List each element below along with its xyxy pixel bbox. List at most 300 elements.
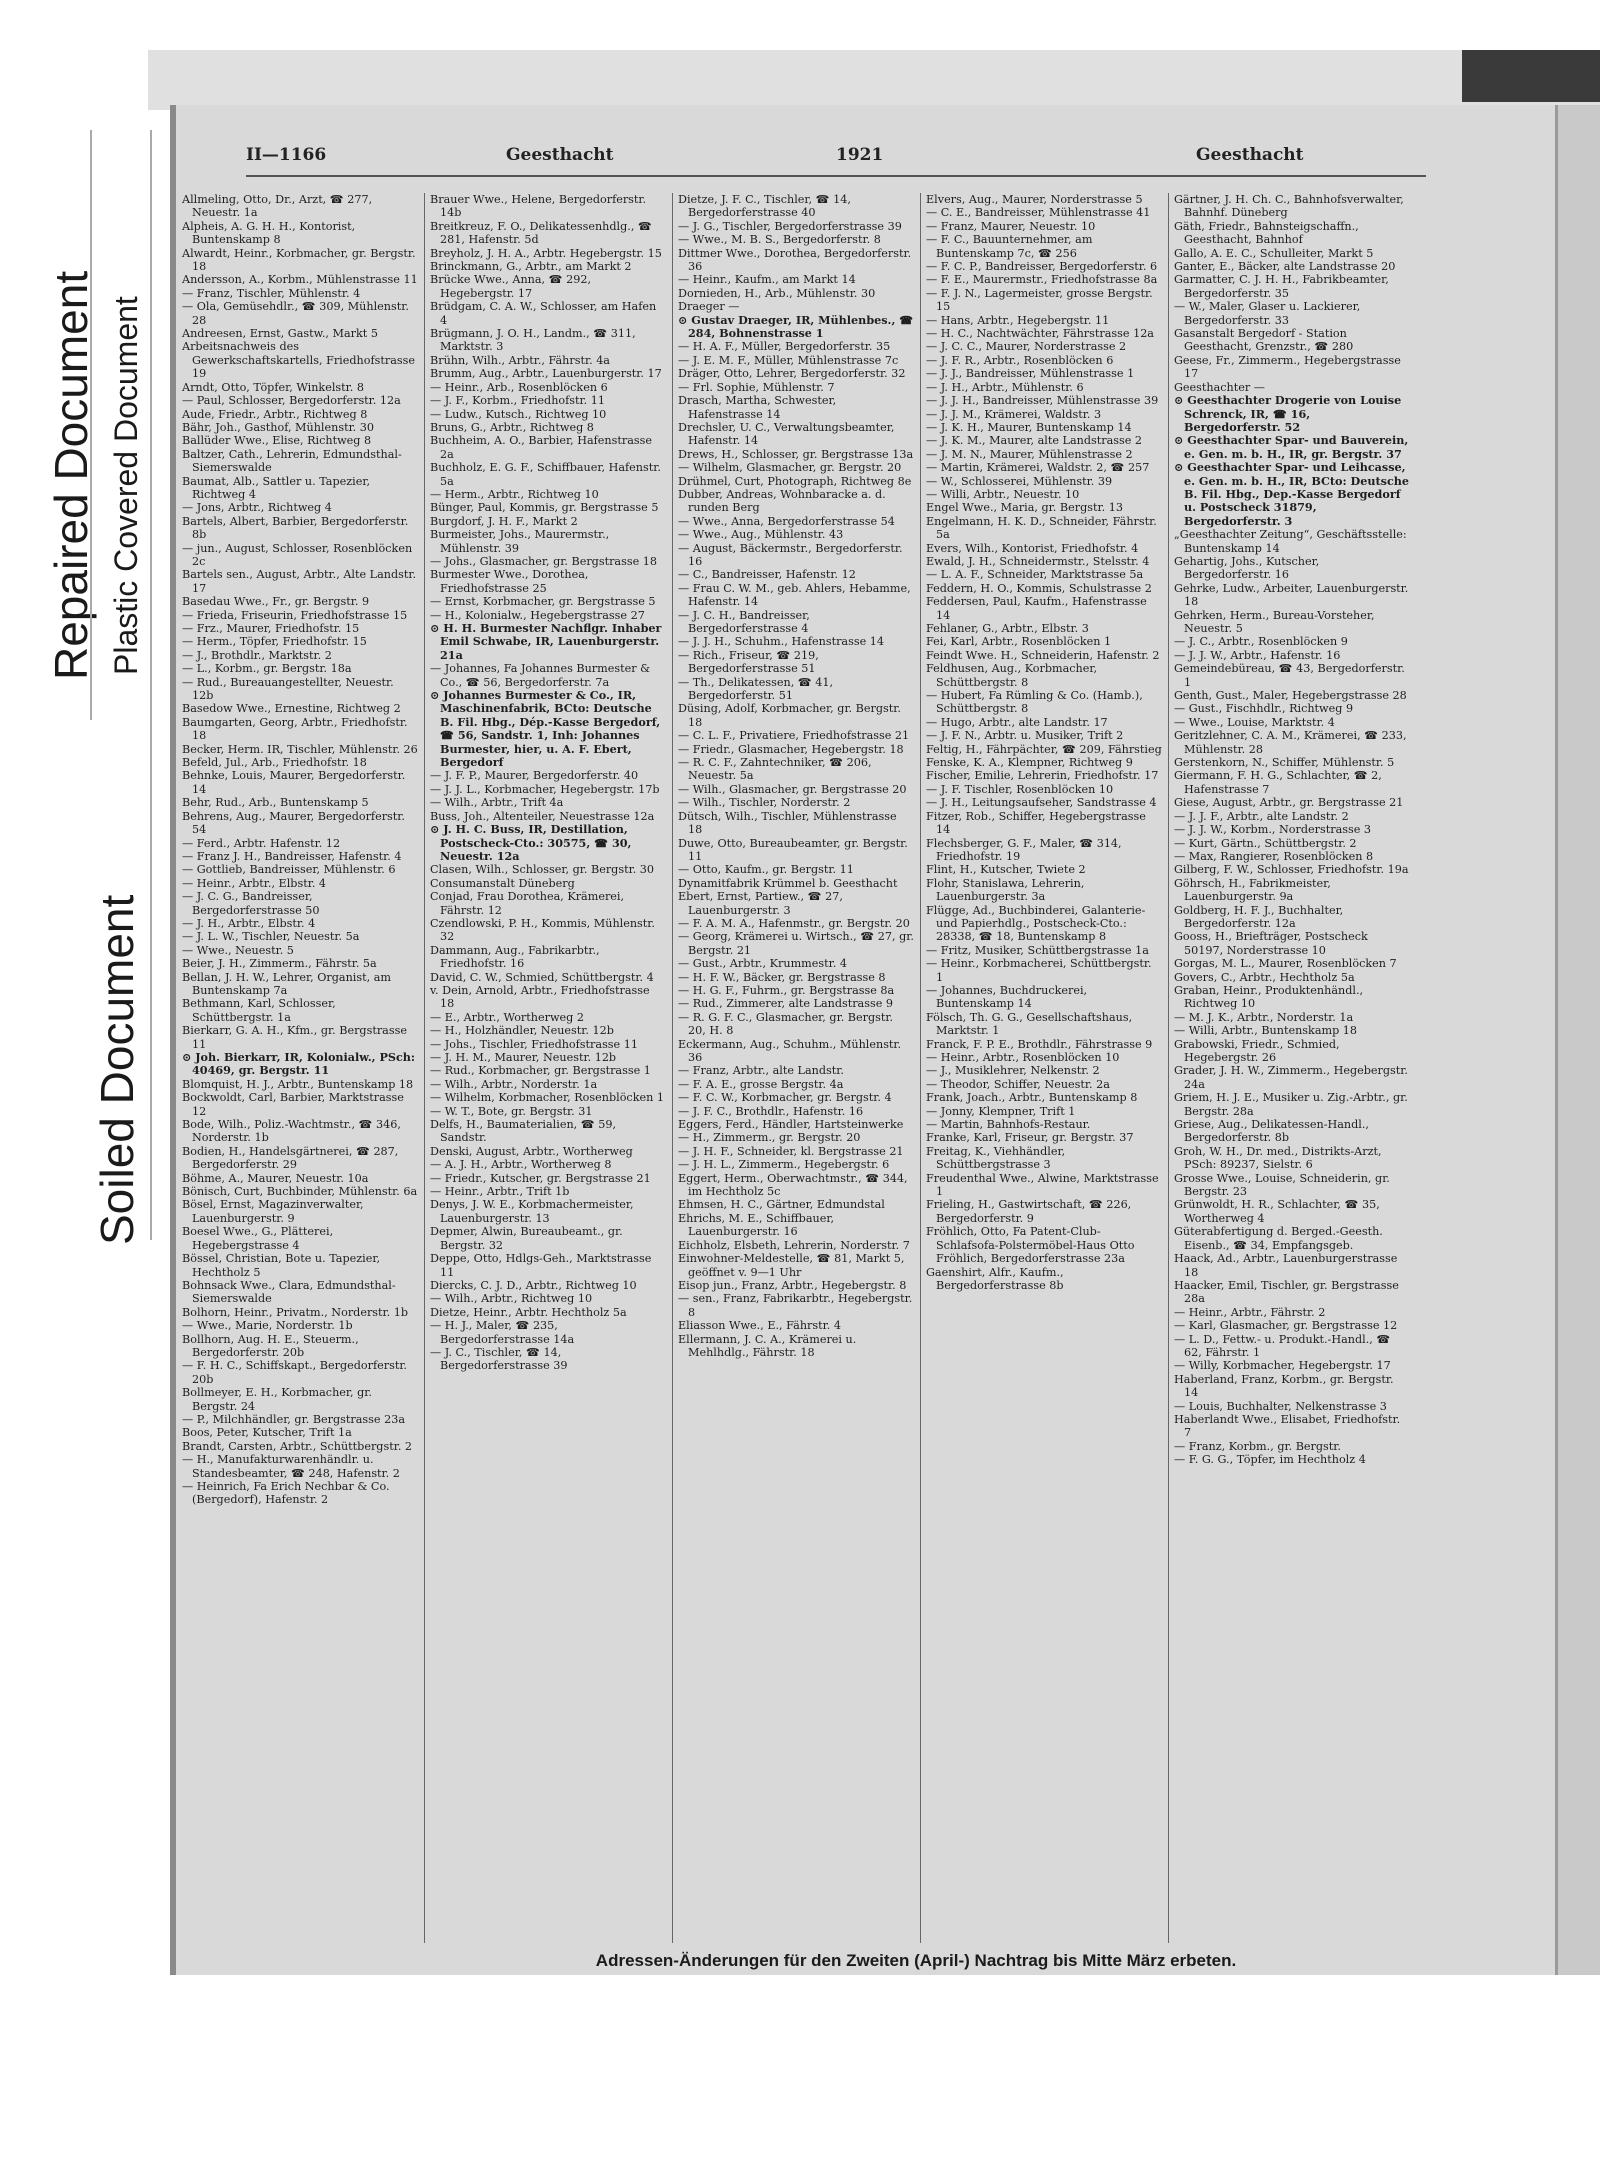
directory-entry: Bollhorn, Aug. H. E., Steuerm., Bergedorferstr. 20b (182, 1332, 359, 1359)
directory-entry: Franck, F. P. E., Brothdlr., Fährstrasse 9 (926, 1037, 1153, 1051)
directory-entry: Bohnsack Wwe., Clara, Edmundsthal-Siemerswalde (182, 1278, 396, 1306)
directory-entry: Buss, Joh., Altenteiler, Neuestrasse 12a (430, 809, 655, 823)
directory-entry: Alpheis, A. G. H. H., Kontorist, Buntenskamp 8 (182, 219, 356, 247)
directory-column-2 (430, 193, 666, 1373)
directory-entry: — Martin, Krämerei, Waldstr. 2, ☎ 257 (926, 461, 1150, 475)
directory-entry: — Martin, Bahnhofs-Restaur. (926, 1118, 1091, 1132)
directory-entry: Baumgarten, Georg, Arbtr., Friedhofstr. 18 (182, 715, 408, 743)
directory-entry: Brüdgam, C. A. W., Schlosser, am Hafen 4 (430, 300, 657, 327)
directory-entry: Haberlandt Wwe., Elisabet, Friedhofstr. 7 (1174, 1412, 1401, 1440)
directory-entry: Gooss, H., Briefträger, Postscheck 50197, Norderstrasse 10 (1174, 930, 1368, 957)
directory-entry: — Hugo, Arbtr., alte Landstr. 17 (926, 715, 1108, 729)
directory-entry: Griem, H. J. E., Musiker u. Zig.-Arbtr., gr. Bergstr. 28a (1174, 1091, 1408, 1118)
directory-entry: Diercks, C. J. D., Arbtr., Richtweg 10 (430, 1278, 637, 1292)
directory-entry: — J. C., Arbtr., Rosenblöcken 9 (1174, 635, 1348, 649)
directory-entry: Grünwoldt, H. R., Schlachter, ☎ 35, Wortherweg 4 (1174, 1198, 1380, 1225)
column-divider (920, 193, 921, 1943)
directory-entry: Clasen, Wilh., Schlosser, gr. Bergstr. 30 (430, 863, 655, 877)
directory-entry: — J. J. H., Schuhm., Hafenstrasse 14 (678, 635, 884, 649)
directory-entry: — Wwe., Anna, Bergedorferstrasse 54 (678, 514, 895, 528)
directory-entry: — J. J. M., Krämerei, Waldstr. 3 (926, 407, 1102, 421)
directory-entry: Breyholz, J. H. A., Arbtr. Hegebergstr. 15 (430, 246, 662, 260)
directory-entry: — Ernst, Korbmacher, gr. Bergstrasse 5 (430, 595, 656, 609)
directory-entry: Ellermann, J. C. A., Krämerei u. Mehlhdlg., Fährstr. 18 (678, 1332, 857, 1359)
directory-entry: Dräger, Otto, Lehrer, Bergedorferstr. 32 (678, 367, 906, 381)
directory-entry: „Geesthachter Zeitung“, Geschäftsstelle: Buntenskamp 14 (1174, 528, 1407, 555)
directory-entry: — J. H. M., Maurer, Neuestr. 12b (430, 1051, 617, 1064)
directory-entry: Govers, C., Arbtr., Hechtholz 5a (1174, 970, 1355, 984)
directory-entry: — Johs., Glasmacher, gr. Bergstrasse 18 (430, 554, 657, 568)
directory-entry: Denski, August, Arbtr., Wortherweg (430, 1144, 633, 1158)
directory-column-4 (926, 193, 1162, 1292)
directory-entry: — J. F. Tischler, Rosenblöcken 10 (926, 782, 1114, 796)
header-town-right: Geesthacht (1196, 145, 1304, 165)
directory-entry: — J. C., Tischler, ☎ 14, Bergedorferstrasse 39 (430, 1345, 568, 1373)
directory-entry: Groh, W. H., Dr. med., Distrikts-Arzt, PSch: 89237, Sielstr. 6 (1174, 1144, 1382, 1172)
directory-entry: — J. K. H., Maurer, Buntenskamp 14 (926, 420, 1132, 434)
directory-entry: Feindt Wwe. H., Schneiderin, Hafenstr. 2 (926, 648, 1160, 662)
directory-entry: — J. J. F., Arbtr., alte Landstr. 2 (1174, 809, 1349, 823)
directory-entry: — Wwe., Aug., Mühlenstr. 43 (678, 528, 844, 542)
directory-entry: — F. G. G., Töpfer, im Hechtholz 4 (1174, 1453, 1366, 1467)
directory-entry: — Heinrich, Fa Erich Nechbar & Co. (Bergedorf), Hafenstr. 2 (182, 1480, 390, 1507)
directory-entry: — Wilhelm, Korbmacher, Rosenblöcken 1 (430, 1091, 664, 1105)
directory-entry: Bode, Wilh., Poliz.-Wachtmstr., ☎ 346, Norderstr. 1b (182, 1118, 401, 1145)
directory-entry: — J. H., Arbtr., Elbstr. 4 (182, 916, 316, 930)
directory-entry: — H. J., Maler, ☎ 235, Bergedorferstrasse 14a (430, 1319, 575, 1346)
directory-entry: Feddersen, Paul, Kaufm., Hafenstrasse 14 (926, 595, 1147, 622)
directory-entry: Einwohner-Meldestelle, ☎ 81, Markt 5, geöffnet v. 9—1 Uhr (678, 1252, 905, 1279)
directory-entry: — J. E. M. F., Müller, Mühlenstrasse 7c (678, 353, 899, 367)
directory-entry: — Wilh., Glasmacher, gr. Bergstrasse 20 (678, 782, 907, 796)
directory-entry: — W. T., Bote, gr. Bergstr. 31 (430, 1104, 593, 1118)
directory-entry: Beier, J. H., Zimmerm., Fährstr. 5a (182, 957, 377, 971)
directory-entry: Conjad, Frau Dorothea, Krämerei, Fährstr. 12 (430, 890, 625, 917)
directory-entry: — J. C. H., Bandreisser, Bergedorferstrasse 4 (678, 608, 810, 635)
directory-entry: — August, Bäckermstr., Bergedorferstr. 16 (678, 541, 903, 568)
directory-entry: — Ferd., Arbtr. Hafenstr. 12 (182, 836, 341, 850)
directory-entry: Drasch, Martha, Schwester, Hafenstrasse 14 (678, 394, 837, 421)
directory-entry: Fölsch, Th. G. G., Gesellschaftshaus, Marktstr. 1 (926, 1010, 1133, 1038)
directory-entry: Gilberg, F. W., Schlosser, Friedhofstr. 19a (1174, 863, 1409, 877)
directory-entry: — Friedr., Kutscher, gr. Bergstrasse 21 (430, 1171, 651, 1185)
page-footer-notice: Adressen-Änderungen für den Zweiten (April-) Nachtrag bis Mitte März erbeten. (595, 1951, 1237, 1970)
directory-entry: ⊙ Geesthachter Spar- und Bauverein, e. Gen. m. b. H., IR, gr. Bergstr. 37 (1174, 433, 1409, 461)
directory-entry: Bähr, Joh., Gasthof, Mühlenstr. 30 (182, 420, 375, 434)
directory-entry: Breitkreuz, F. O., Delikatessenhdlg., ☎ 281, Hafenstr. 5d (430, 219, 652, 247)
directory-entry: — M. J. K., Arbtr., Norderstr. 1a (1174, 1010, 1354, 1024)
directory-entry: — Franz J. H., Bandreisser, Hafenstr. 4 (182, 849, 402, 863)
directory-entry: — H., Kolonialw., Hegebergstrasse 27 (430, 608, 645, 622)
book-edge (1555, 105, 1600, 1975)
directory-entry: — Th., Delikatessen, ☎ 41, Bergedorferstr. 51 (678, 675, 834, 703)
directory-entry: ⊙ Johannes Burmester & Co., IR, Maschinenfabrik, BCto: Deutsche B. Fil. Hbg., Dép.-Kasse Bergedorf, ☎ 56, Sandstr. 1, Inh: Johannes Burmester, hier, u. A. F. Ebert, Bergedorf (430, 688, 661, 770)
directory-entry: — F. H. C., Schiffskapt., Bergedorferstr. 20b (182, 1359, 407, 1386)
directory-entry: Buchheim, A. O., Barbier, Hafenstrasse 2a (430, 434, 652, 461)
directory-entry: Grader, J. H. W., Zimmerm., Hegebergstr. 24a (1174, 1064, 1408, 1091)
directory-entry: Brandt, Carsten, Arbtr., Schüttbergstr. 2 (182, 1439, 413, 1453)
directory-entry: Feltig, H., Fährpächter, ☎ 209, Fährstieg (926, 742, 1162, 756)
directory-entry: — Heinr., Arbtr., Rosenblöcken 10 (926, 1051, 1120, 1064)
directory-entry: — J. C. C., Maurer, Norderstrasse 2 (926, 340, 1127, 354)
directory-entry: Delfs, H., Baumaterialien, ☎ 59, Sandstr. (430, 1118, 617, 1145)
directory-entry: Bössel, Christian, Bote u. Tapezier, Hechtholz 5 (182, 1252, 381, 1279)
directory-entry: Alwardt, Heinr., Korbmacher, gr. Bergstr. 18 (182, 246, 416, 274)
directory-entry: Haack, Ad., Arbtr., Lauenburgerstrasse 18 (1174, 1252, 1398, 1279)
directory-entry: — Wwe., Neuestr. 5 (182, 943, 294, 957)
directory-entry: — F. J. N., Lagermeister, grosse Bergstr. 15 (926, 286, 1153, 314)
directory-entry: — Kurt, Gärtn., Schüttbergstr. 2 (1174, 836, 1357, 850)
directory-entry: Bodien, H., Handelsgärtnerei, ☎ 287, Bergedorferstr. 29 (182, 1144, 399, 1172)
directory-entry: — J. F. N., Arbtr. u. Musiker, Trift 2 (926, 729, 1124, 743)
directory-entry: — Heinr., Korbmacherei, Schüttbergstr. 1 (926, 957, 1152, 984)
directory-entry: Böhme, A., Maurer, Neuestr. 10a (182, 1171, 369, 1185)
directory-entry: Giese, August, Arbtr., gr. Bergstrasse 21 (1174, 796, 1404, 810)
directory-entry: — Frau C. W. M., geb. Ahlers, Hebamme, Hafenstr. 14 (678, 581, 911, 609)
directory-entry: — Franz, Tischler, Mühlenstr. 4 (182, 286, 361, 300)
directory-entry: — R. C. F., Zahntechniker, ☎ 206, Neuestr. 5a (678, 756, 872, 783)
directory-entry: — Karl, Glasmacher, gr. Bergstrasse 12 (1174, 1319, 1398, 1333)
directory-entry: — Heinr., Arbtr., Elbstr. 4 (182, 876, 327, 890)
directory-entry: Baltzer, Cath., Lehrerin, Edmundsthal-Siemerswalde (182, 447, 402, 475)
directory-entry: Dynamitfabrik Krümmel b. Geesthacht (678, 876, 898, 890)
directory-entry: Dubber, Andreas, Wohnbaracke a. d. runden Berg (678, 487, 886, 515)
directory-entry: — J. H. L., Zimmerm., Hegebergstr. 6 (678, 1158, 890, 1172)
directory-entry: Geritzlehner, C. A. M., Krämerei, ☎ 233, Mühlenstr. 28 (1174, 729, 1407, 756)
directory-entry: — Wilh., Arbtr., Trift 4a (430, 796, 564, 810)
directory-entry: Bolhorn, Heinr., Privatm., Norderstr. 1b (182, 1305, 409, 1319)
directory-entry: Freitag, K., Viehhändler, Schüttbergstrasse 3 (926, 1144, 1066, 1172)
directory-entry: — P., Milchhändler, gr. Bergstrasse 23a (182, 1412, 405, 1426)
page-number: II—1166 (246, 145, 327, 165)
directory-entry: Eckermann, Aug., Schuhm., Mühlenstr. 36 (678, 1037, 902, 1064)
directory-entry: — Otto, Kaufm., gr. Bergstr. 11 (678, 863, 854, 877)
directory-entry: — J. F. P., Maurer, Bergedorferstr. 40 (430, 769, 639, 783)
side-label-panel (0, 130, 170, 1250)
directory-entry: Brauer Wwe., Helene, Bergedorferstr. 14b (430, 193, 647, 220)
label-divider (90, 130, 92, 720)
header-rule (246, 175, 1426, 177)
directory-entry: — Herm., Töpfer, Friedhofstr. 15 (182, 635, 367, 649)
directory-entry: Brücke Wwe., Anna, ☎ 292, Hegebergstr. 17 (430, 273, 592, 300)
directory-entry: — R. G. F. C., Glasmacher, gr. Bergstr. 20, H. 8 (678, 1010, 894, 1038)
directory-entry: Dammann, Aug., Fabrikarbtr., Friedhofstr. 16 (430, 943, 600, 971)
directory-entry: Boos, Peter, Kutscher, Trift 1a (182, 1426, 352, 1440)
directory-entry: Feddern, H. O., Kommis, Schulstrasse 2 (926, 581, 1152, 595)
directory-entry: Eichholz, Elsbeth, Lehrerin, Norderstr. 7 (678, 1238, 910, 1252)
header-year: 1921 (836, 145, 884, 165)
directory-entry: Consumanstalt Düneberg (430, 876, 575, 890)
directory-entry: — Frl. Sophie, Mühlenstr. 7 (678, 380, 835, 394)
directory-entry: — Theodor, Schiffer, Neuestr. 2a (926, 1077, 1110, 1091)
directory-entry: — Willi, Arbtr., Neuestr. 10 (926, 487, 1080, 501)
directory-entry: Arndt, Otto, Töpfer, Winkelstr. 8 (182, 380, 364, 394)
directory-entry: — H. G. F., Fuhrm., gr. Bergstrasse 8a (678, 983, 895, 997)
directory-entry: — Wilh., Tischler, Norderstr. 2 (678, 796, 851, 810)
directory-entry: — J. J. W., Korbm., Norderstrasse 3 (1174, 823, 1372, 837)
directory-entry: Bartels, Albert, Barbier, Bergedorferstr. 8b (182, 514, 409, 542)
directory-entry: Freudenthal Wwe., Alwine, Marktstrasse 1 (926, 1171, 1159, 1199)
directory-entry: — L. A. F., Schneider, Marktstrasse 5a (926, 568, 1144, 582)
directory-entry: Gemeindebüreau, ☎ 43, Bergedorferstr. 1 (1174, 662, 1405, 689)
directory-entry: — Willi, Arbtr., Buntenskamp 18 (1174, 1024, 1358, 1038)
directory-entry: Geese, Fr., Zimmerm., Hegebergstrasse 17 (1174, 353, 1401, 381)
directory-entry: Blomquist, H. J., Arbtr., Buntenskamp 18 (182, 1077, 414, 1091)
directory-entry: Dietze, Heinr., Arbtr. Hechtholz 5a (430, 1305, 627, 1319)
directory-entry: — J. H., Arbtr., Mühlenstr. 6 (926, 380, 1084, 394)
directory-entry: — J. G., Tischler, Bergedorferstrasse 39 (678, 219, 902, 233)
directory-entry: Fröhlich, Otto, Fa Patent-Club-Schlafsofa-Polstermöbel-Haus Otto Fröhlich, Bergedorferstrasse 23a (926, 1225, 1135, 1266)
directory-entry: Frank, Joach., Arbtr., Buntenskamp 8 (926, 1091, 1138, 1105)
directory-entry: Ehmsen, H. C., Gärtner, Edmundstal (678, 1198, 885, 1212)
directory-entry: Behrens, Aug., Maurer, Bergedorferstr. 54 (182, 809, 405, 837)
directory-entry: Genth, Gust., Maler, Hegebergstrasse 28 (1174, 689, 1407, 703)
directory-entry: — F. C., Bauunternehmer, am Buntenskamp 7c, ☎ 256 (926, 233, 1093, 260)
directory-entry: — sen., Franz, Fabrikarbtr., Hegebergstr. 8 (678, 1292, 913, 1319)
directory-entry: Flügge, Ad., Buchbinderei, Galanterie- und Papierhdlg., Postscheck-Cto.: 28338, ☎ 18, Buntenskamp 8 (926, 903, 1146, 944)
directory-entry: — Herm., Arbtr., Richtweg 10 (430, 487, 599, 501)
directory-entry: — Gust., Arbtr., Krummestr. 4 (678, 957, 847, 971)
directory-entry: — Frz., Maurer, Friedhofstr. 15 (182, 622, 360, 635)
directory-entry: Burgdorf, J. H. F., Markt 2 (430, 514, 578, 528)
directory-entry: Duwe, Otto, Bureaubeamter, gr. Bergstr. 11 (678, 836, 908, 863)
directory-entry: Grabowski, Friedr., Schmied, Hegebergstr. 26 (1174, 1037, 1340, 1064)
directory-entry: Güterabfertigung d. Berged.-Geesth. Eisenb., ☎ 34, Empfangsgeb. (1174, 1225, 1383, 1252)
directory-entry: Bartels sen., August, Arbtr., Alte Landstr. 17 (182, 568, 417, 595)
directory-entry: ⊙ Gustav Draeger, IR, Mühlenbes., ☎ 284, Bohnenstrasse 1 (678, 312, 914, 341)
directory-entry: Gaenshirt, Alfr., Kaufm., Bergedorferstrasse 8b (926, 1265, 1064, 1292)
directory-entry: Griese, Aug., Delikatessen-Handl., Bergedorferstr. 8b (1174, 1118, 1369, 1145)
directory-entry: — Heinr., Arb., Rosenblöcken 6 (430, 380, 608, 394)
directory-entry: Eliasson Wwe., E., Fährstr. 4 (678, 1319, 841, 1333)
directory-entry: — Hans, Arbtr., Hegebergstr. 11 (926, 313, 1110, 327)
directory-entry: — Gottlieb, Bandreisser, Mühlenstr. 6 (182, 863, 396, 877)
directory-entry: — J. H. F., Schneider, kl. Bergstrasse 21 (678, 1144, 904, 1158)
directory-entry: Bockwoldt, Carl, Barbier, Marktstrasse 12 (182, 1091, 404, 1118)
directory-entry: Göhrsch, H., Fabrikmeister, Lauenburgerstr. 9a (1174, 876, 1331, 904)
directory-entry: — H. F. W., Bäcker, gr. Bergstrasse 8 (678, 970, 886, 984)
header-town-left: Geesthacht (506, 145, 614, 165)
directory-entry: Boesel Wwe., G., Plätterei, Hegebergstrasse 4 (182, 1225, 334, 1252)
directory-entry: — Johs., Tischler, Friedhofstrasse 11 (430, 1037, 638, 1051)
directory-entry: — Franz, Maurer, Neuestr. 10 (926, 219, 1096, 233)
directory-entry: — H. A. F., Müller, Bergedorferstr. 35 (678, 340, 891, 354)
directory-entry: — F. A. E., grosse Bergstr. 4a (678, 1077, 844, 1091)
directory-entry: Gallo, A. E. C., Schulleiter, Markt 5 (1174, 246, 1374, 260)
directory-entry: Drechsler, U. C., Verwaltungsbeamter, Hafenstr. 14 (678, 420, 895, 448)
directory-entry: Geesthachter — (1174, 380, 1265, 394)
directory-entry: — Wwe., M. B. S., Bergedorferstr. 8 (678, 233, 881, 247)
directory-entry: Burmeister, Johs., Maurermstr., Mühlenstr. 39 (430, 528, 610, 555)
directory-entry: — Jonny, Klempner, Trift 1 (926, 1104, 1076, 1118)
directory-entry: Drühmel, Curt, Photograph, Richtweg 8e (678, 474, 912, 488)
directory-entry: Evers, Wilh., Kontorist, Friedhofstr. 4 (926, 541, 1139, 555)
directory-entry: — J. J., Bandreisser, Mühlenstrasse 1 (926, 367, 1135, 381)
directory-entry: Goldberg, H. F. J., Buchhalter, Bergedorferstr. 12a (1174, 903, 1344, 930)
directory-entry: — Georg, Krämerei u. Wirtsch., ☎ 27, gr. Bergstr. 21 (678, 930, 914, 957)
directory-entry: Gehrken, Herm., Bureau-Vorsteher, Neuestr. 5 (1174, 608, 1375, 635)
directory-entry: Deppe, Otto, Hdlgs-Geh., Marktstrasse 11 (430, 1252, 652, 1279)
directory-entry: Dornieden, H., Arb., Mühlenstr. 30 (678, 286, 876, 300)
directory-entry: Fischer, Emilie, Lehrerin, Friedhofstr. 17 (926, 769, 1159, 783)
directory-entry: — A. J. H., Arbtr., Wortherweg 8 (430, 1158, 612, 1172)
directory-entry: — J. F., Korbm., Friedhofstr. 11 (430, 394, 605, 408)
directory-entry: — C. E., Bandreisser, Mühlenstrasse 41 (926, 206, 1151, 220)
scan-margin (148, 50, 1600, 110)
directory-entry: — Johannes, Buchdruckerei, Buntenskamp 14 (926, 983, 1088, 1011)
directory-entry: — Wwe., Marie, Norderstr. 1b (182, 1319, 353, 1333)
directory-entry: Burmester Wwe., Dorothea, Friedhofstrasse 25 (430, 568, 589, 595)
directory-entry: Gorgas, M. L., Maurer, Rosenblöcken 7 (1174, 957, 1397, 971)
directory-entry: Elvers, Aug., Maurer, Norderstrasse 5 (926, 193, 1143, 206)
directory-entry: Gerstenkorn, N., Schiffer, Mühlenstr. 5 (1174, 756, 1395, 770)
directory-entry: — J. M. N., Maurer, Mühlenstrasse 2 (926, 447, 1133, 461)
directory-entry: — C. L. F., Privatiere, Friedhofstrasse 21 (678, 729, 910, 743)
directory-entry: Bethmann, Karl, Schlosser, Schüttbergstr. 1a (182, 997, 336, 1024)
directory-entry: Befeld, Jul., Arb., Friedhofstr. 18 (182, 756, 367, 770)
directory-entry: Denys, J. W. E., Korbmachermeister, Lauenburgerstr. 13 (430, 1198, 634, 1225)
directory-entry: Fenske, K. A., Klempner, Richtweg 9 (926, 756, 1133, 770)
directory-entry: — J. C. G., Bandreisser, Bergedorferstrasse 50 (182, 890, 320, 917)
directory-entry: Behr, Rud., Arb., Buntenskamp 5 (182, 796, 369, 810)
directory-entry: — Hubert, Fa Rümling & Co. (Hamb.), Schüttbergstr. 8 (926, 689, 1143, 716)
directory-entry: — L. D., Fettw.- u. Produkt.-Handl., ☎ 62, Fährstr. 1 (1174, 1332, 1391, 1359)
directory-entry: — H., Zimmerm., gr. Bergstr. 20 (678, 1131, 861, 1145)
directory-entry: Garmatter, C. J. H. H., Fabrikbeamter, Bergedorferstr. 35 (1174, 273, 1389, 300)
directory-entry: Behnke, Louis, Maurer, Bergedorferstr. 14 (182, 769, 406, 796)
directory-entry: — J. K. M., Maurer, alte Landstrasse 2 (926, 434, 1143, 448)
directory-entry: Düsing, Adolf, Korbmacher, gr. Bergstr. 18 (678, 702, 901, 729)
directory-entry: Ganter, E., Bäcker, alte Landstrasse 20 (1174, 260, 1396, 274)
directory-entry: — Rud., Zimmerer, alte Landstrasse 9 (678, 997, 894, 1011)
directory-entry: Baumat, Alb., Sattler u. Tapezier, Richtweg 4 (182, 474, 371, 501)
directory-entry: — W., Maler, Glaser u. Lackierer, Bergedorferstr. 33 (1174, 300, 1361, 327)
directory-entry: Grosse Wwe., Louise, Schneiderin, gr. Bergstr. 23 (1174, 1171, 1390, 1199)
directory-entry: ⊙ Geesthachter Spar- und Leihcasse, e. Gen. m. b. H., IR, BCto: Deutsche B. Fil. Hbg., Dep.-Kasse Bergedorf u. Postscheck 31879, Bergedorferstr. 3 (1174, 460, 1410, 528)
directory-entry: Buchholz, E. G. F., Schiffbauer, Hafenstr. 5a (430, 461, 661, 488)
directory-entry: — Friedr., Glasmacher, Hegebergstr. 18 (678, 742, 904, 756)
directory-entry: Frieling, H., Gastwirtschaft, ☎ 226, Bergedorferstr. 9 (926, 1198, 1132, 1225)
directory-entry: — Wilh., Arbtr., Norderstr. 1a (430, 1077, 598, 1091)
directory-entry: Becker, Herm. IR, Tischler, Mühlenstr. 26 (182, 742, 418, 756)
directory-entry: Draeger — (678, 300, 740, 314)
directory-entry: Depmer, Alwin, Bureaubeamt., gr. Bergstr. 32 (430, 1225, 623, 1252)
page-header (246, 145, 1426, 185)
directory-entry: Basedau Wwe., Fr., gr. Bergstr. 9 (182, 595, 370, 609)
directory-entry: Gehrke, Ludw., Arbeiter, Lauenburgerstr. 18 (1174, 581, 1409, 609)
directory-entry: Engelmann, H. K. D., Schneider, Fährstr. 5a (926, 514, 1157, 542)
directory-entry: — Max, Rangierer, Rosenblöcken 8 (1174, 849, 1374, 863)
directory-entry: Brinckmann, G., Arbtr., am Markt 2 (430, 260, 632, 274)
directory-entry: Dütsch, Wilh., Tischler, Mühlenstrasse 18 (678, 809, 897, 837)
directory-entry: Graban, Heinr., Produktenhändl., Richtweg 10 (1174, 983, 1364, 1011)
directory-entry: Brühn, Wilh., Arbtr., Fährstr. 4a (430, 353, 610, 367)
directory-column-1 (182, 193, 418, 1507)
directory-entry: — Ludw., Kutsch., Richtweg 10 (430, 407, 607, 421)
plastic-covered-label: Plastic Covered Document (108, 296, 144, 675)
directory-entry: Basedow Wwe., Ernestine, Richtweg 2 (182, 702, 401, 716)
directory-entry: — Jons, Arbtr., Richtweg 4 (182, 501, 332, 515)
directory-entry: — W., Schlosserei, Mühlenstr. 39 (926, 474, 1113, 488)
directory-entry: — J., Brothdlr., Marktstr. 2 (182, 648, 332, 662)
directory-entry: Bierkarr, G. A. H., Kfm., gr. Bergstrasse 11 (182, 1024, 407, 1051)
column-divider (672, 193, 673, 1943)
directory-entry: — Paul, Schlosser, Bergedorferstr. 12a (182, 394, 401, 408)
directory-entry: — Johannes, Fa Johannes Burmester & Co., ☎ 56, Bergedorferstr. 7a (430, 662, 651, 689)
directory-entry: — Heinr., Arbtr., Fährstr. 2 (1174, 1305, 1326, 1319)
directory-entry: — Heinr., Kaufm., am Markt 14 (678, 273, 856, 287)
directory-entry: — F. C. W., Korbmacher, gr. Bergstr. 4 (678, 1091, 892, 1105)
directory-entry: Andersson, A., Korbm., Mühlenstrasse 11 (182, 273, 418, 287)
label-divider (150, 130, 152, 1240)
directory-entry: — J. H., Leitungsaufseher, Sandstrasse 4 (926, 796, 1157, 810)
directory-entry: Flint, H., Kutscher, Twiete 2 (926, 863, 1086, 877)
directory-entry: Gärtner, J. H. Ch. C., Bahnhofsverwalter, Bahnhf. Düneberg (1174, 193, 1404, 220)
directory-entry: — L., Korbm., gr. Bergstr. 18a (182, 662, 352, 676)
directory-entry: Ballüder Wwe., Elise, Richtweg 8 (182, 434, 372, 448)
directory-entry: Haberland, Franz, Korbm., gr. Bergstr. 14 (1174, 1372, 1394, 1400)
directory-entry: Fitzer, Rob., Schiffer, Hegebergstrasse 14 (926, 809, 1146, 837)
directory-entry: — F. C. P., Bandreisser, Bergedorferstr. 6 (926, 260, 1158, 274)
directory-entry: Brumm, Aug., Arbtr., Lauenburgerstr. 17 (430, 367, 662, 381)
directory-entry: — C., Bandreisser, Hafenstr. 12 (678, 568, 856, 582)
directory-entry: Bünger, Paul, Kommis, gr. Bergstrasse 5 (430, 501, 659, 515)
directory-entry: Franke, Karl, Friseur, gr. Bergstr. 37 (926, 1131, 1134, 1145)
soiled-document-label: Soiled Document (91, 894, 143, 1245)
directory-entry: — Fritz, Musiker, Schüttbergstrasse 1a (926, 943, 1149, 957)
column-divider (1168, 193, 1169, 1943)
scan-edge (1462, 50, 1600, 102)
directory-page (170, 105, 1586, 1975)
column-divider (424, 193, 425, 1943)
repaired-document-label: Repaired Document (45, 270, 97, 680)
directory-entry: — Franz, Korbm., gr. Bergstr. (1174, 1439, 1341, 1453)
directory-column-5 (1174, 193, 1410, 1467)
directory-entry: Giermann, F. H. G., Schlachter, ☎ 2, Hafenstrasse 7 (1174, 769, 1382, 796)
directory-entry: Ewald, J. H., Schneidermstr., Stelsstr. 4 (926, 554, 1150, 568)
directory-column-3 (678, 193, 914, 1359)
directory-entry: Feldhusen, Aug., Korbmacher, Schüttbergstr. 8 (926, 662, 1098, 689)
directory-entry: ⊙ H. H. Burmester Nachflgr. Inhaber Emil Schwabe, IR, Lauenburgerstr. 21a (430, 621, 662, 662)
directory-entry: Eisop jun., Franz, Arbtr., Hegebergstr. 8 (678, 1278, 907, 1292)
directory-entry: — Willy, Korbmacher, Hegebergstr. 17 (1174, 1359, 1391, 1373)
directory-entry: Brügmann, J. O. H., Landm., ☎ 311, Marktstr. 3 (430, 327, 636, 354)
directory-entry: — F. E., Maurermstr., Friedhofstrasse 8a (926, 273, 1158, 287)
directory-entry: Bönisch, Curt, Buchbinder, Mühlenstr. 6a (182, 1185, 418, 1199)
directory-entry: — Frieda, Friseurin, Friedhofstrasse 15 (182, 608, 408, 622)
directory-entry: — J. J. H., Bandreisser, Mühlenstrasse 39 (926, 394, 1159, 408)
directory-entry: — J. J. W., Arbtr., Hafenstr. 16 (1174, 648, 1341, 662)
directory-entry: Gasanstalt Bergedorf - Station Geesthacht, Grenzstr., ☎ 280 (1174, 327, 1354, 354)
directory-entry: — J., Musiklehrer, Nelkenstr. 2 (926, 1064, 1100, 1078)
directory-entry: — Ola, Gemüsehdlr., ☎ 309, Mühlenstr. 28 (182, 300, 409, 327)
directory-entry: — H., Holzhändler, Neuestr. 12b (430, 1024, 614, 1038)
directory-entry: — J. F. C., Brothdlr., Hafenstr. 16 (678, 1104, 864, 1118)
directory-entry: — F. A. M. A., Hafenmstr., gr. Bergstr. 20 (678, 916, 910, 930)
directory-entry: ⊙ J. H. C. Buss, IR, Destillation, Postscheck-Cto.: 30575, ☎ 30, Neuestr. 12a (430, 822, 632, 863)
directory-entry: — Heinr., Arbtr., Trift 1b (430, 1185, 570, 1199)
directory-entry: Dietze, J. F. C., Tischler, ☎ 14, Bergedorferstrasse 40 (678, 193, 851, 220)
directory-entry: Andreesen, Ernst, Gastw., Markt 5 (182, 327, 378, 341)
directory-entry: — Franz, Arbtr., alte Landstr. (678, 1064, 844, 1078)
directory-entry: — Rich., Friseur, ☎ 219, Bergedorferstrasse 51 (678, 648, 819, 676)
directory-entry: Fei, Karl, Arbtr., Rosenblöcken 1 (926, 635, 1112, 649)
directory-entry: — Gust., Fischhdlr., Richtweg 9 (1174, 702, 1354, 716)
directory-entry: — E., Arbtr., Wortherweg 2 (430, 1010, 584, 1024)
directory-entry: Fehlaner, G., Arbtr., Elbstr. 3 (926, 622, 1089, 635)
directory-entry: — Rud., Korbmacher, gr. Bergstrasse 1 (430, 1064, 651, 1078)
directory-entry: Allmeling, Otto, Dr., Arzt, ☎ 277, Neuestr. 1a (182, 193, 373, 220)
